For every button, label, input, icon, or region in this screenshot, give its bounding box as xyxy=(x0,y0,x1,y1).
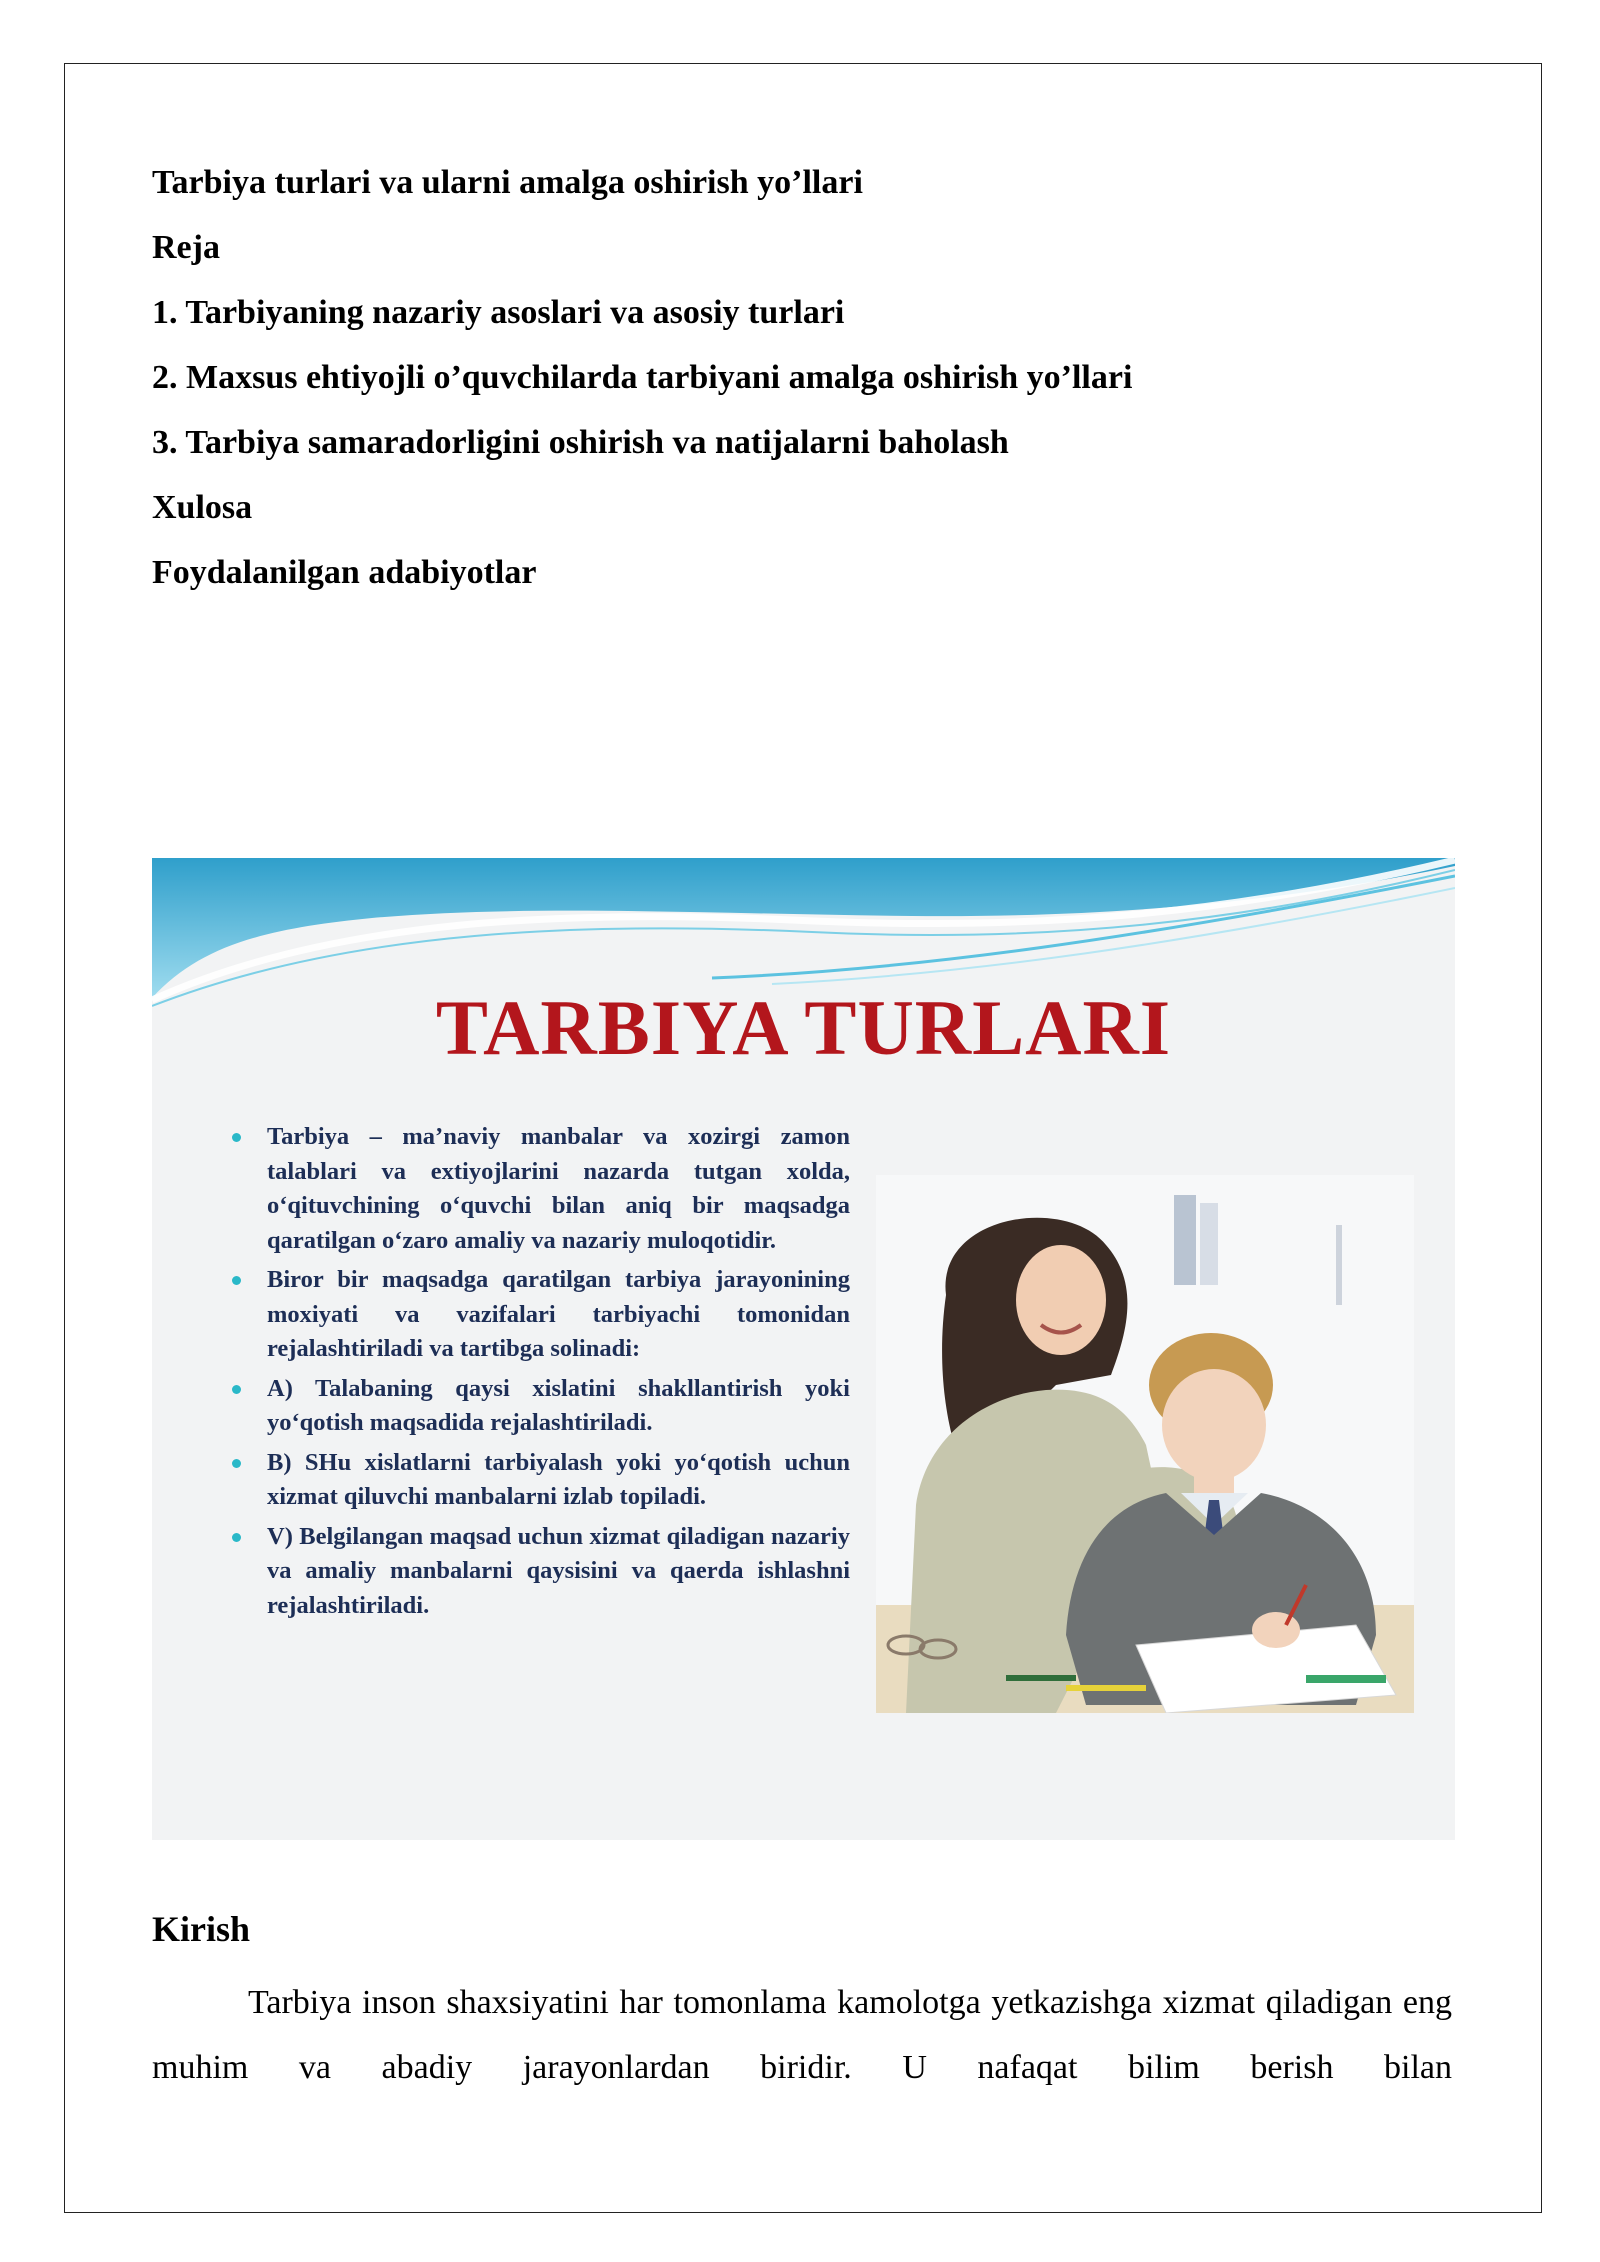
table-of-contents xyxy=(152,150,1452,605)
slide-bullet: Biror bir maqsadga qaratilgan tarbiya jarayonining moxiyati va vazifalari tarbiyachi tomonidan rejalashtiriladi va tartibga solinadi: xyxy=(230,1263,850,1367)
slide-bullet-list xyxy=(230,1120,850,1628)
document-title: Tarbiya turlari va ularni amalga oshirish yo’llari xyxy=(152,164,863,201)
slide-bullet: B) SHu xislatlarni tarbiyalash yoki yo‘qotish uchun xizmat qiluvchi manbalarni izlab topiladi. xyxy=(230,1446,850,1515)
plan-label: Reja xyxy=(152,229,220,266)
slide-image xyxy=(152,858,1455,1840)
toc-item: 3. Tarbiya samaradorligini oshirish va natijalarni baholash xyxy=(152,424,1009,461)
intro-paragraph xyxy=(152,1970,1452,2100)
intro-paragraph-text: Tarbiya inson shaxsiyatini har tomonlama kamolotga yetkazishga xizmat qiladigan eng muhim va abadiy jarayonlardan biridir. U nafaqat bilim berish bilan xyxy=(152,1984,1452,2086)
toc-item: 2. Maxsus ehtiyojli o’quvchilarda tarbiyani amalga oshirish yo’llari xyxy=(152,359,1133,396)
section-heading-intro: Kirish xyxy=(152,1909,251,1949)
toc-references: Foydalanilgan adabiyotlar xyxy=(152,554,537,591)
toc-conclusion: Xulosa xyxy=(152,489,253,526)
teacher-with-student-photo xyxy=(876,1175,1414,1713)
slide-bullet: Tarbiya – ma’naviy manbalar va xozirgi zamon talablari va extiyojlarini nazarda tutgan xolda, o‘qituvchining o‘quvchi bilan aniq bir maqsadga qaratilgan o‘zaro amaliy va nazariy muloqotidir. xyxy=(230,1120,850,1258)
slide-title: TARBIYA TURLARI xyxy=(435,984,1172,1071)
slide-bullet: V) Belgilangan maqsad uchun xizmat qiladigan nazariy va amaliy manbalarni qaysisini va qaerda ishlashni rejalashtiriladi. xyxy=(230,1520,850,1624)
slide-bullet: A) Talabaning qaysi xislatini shakllantirish yoki yo‘qotish maqsadida rejalashtiriladi. xyxy=(230,1372,850,1441)
toc-item: 1. Tarbiyaning nazariy asoslari va asosiy turlari xyxy=(152,294,845,331)
